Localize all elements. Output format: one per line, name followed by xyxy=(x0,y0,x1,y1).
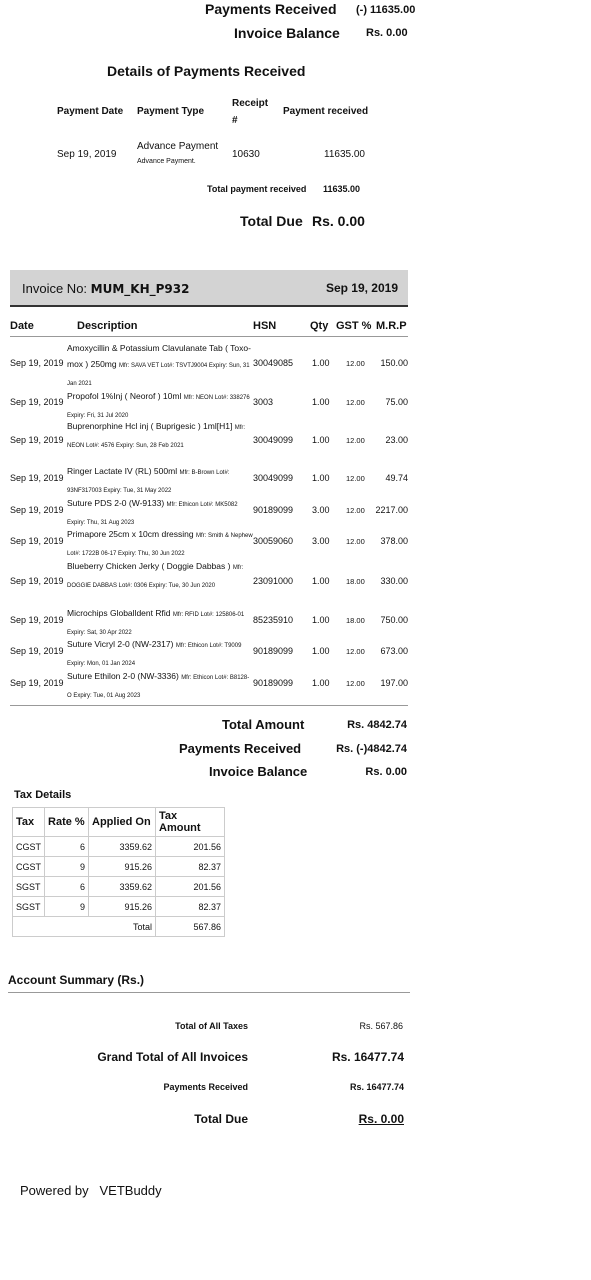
item-description xyxy=(67,463,253,499)
tax-col-tax: Tax xyxy=(13,808,45,837)
item-qty: 3.00 xyxy=(312,505,330,515)
item-name: Suture Ethilon 2-0 (NW-3336) xyxy=(67,671,179,681)
item-qty: 1.00 xyxy=(312,615,330,625)
item-name: Propofol 1%Inj ( Neorof ) 10ml xyxy=(67,391,182,401)
tax-col-applied-on: Applied On xyxy=(89,808,156,837)
item-date: Sep 19, 2019 xyxy=(10,505,64,515)
item-qty: 1.00 xyxy=(312,397,330,407)
tax-applied-on: 915.26 xyxy=(89,897,156,917)
summary-payments-value: Rs. 16477.74 xyxy=(349,1082,404,1092)
summary-total-due-label: Total Due xyxy=(194,1112,248,1126)
tax-col-amount: Tax Amount xyxy=(156,808,225,837)
item-hsn: 3003 xyxy=(253,397,274,407)
invoice-item-row xyxy=(10,605,410,636)
invoice-balance-label: Invoice Balance xyxy=(234,25,340,41)
col-payment-date: Payment Date xyxy=(57,106,124,117)
summary-payments-label: Payments Received xyxy=(163,1082,248,1092)
payment-date: Sep 19, 2019 xyxy=(57,149,117,160)
item-name: Buprenorphine Hcl inj ( Bupriges​ic ) 1ml[H1] xyxy=(67,421,233,431)
invoice-item-row xyxy=(10,558,410,605)
item-gst: 12.00 xyxy=(346,436,365,445)
payments-received-label: Payments Received xyxy=(205,1,337,17)
item-mrp: 673.00 xyxy=(380,646,408,656)
item-meta: Mfr: Ethicon Lot#: T9009 Expiry: Mon, 01 Jan 2024 xyxy=(67,643,242,667)
total-payment-received-value: 11635.00 xyxy=(323,184,361,194)
item-description xyxy=(67,558,253,594)
tax-row xyxy=(13,877,225,897)
tax-header-row xyxy=(13,808,225,837)
item-description xyxy=(67,418,253,454)
total-amount-value: Rs. 4842.74 xyxy=(347,719,407,731)
item-hsn: 23091000 xyxy=(253,576,294,586)
tax-amount: 82.37 xyxy=(156,857,225,877)
item-hsn: 90189099 xyxy=(253,678,294,688)
invoice-number-label: Invoice No: xyxy=(22,281,91,296)
item-description xyxy=(67,668,253,704)
item-gst: 12.00 xyxy=(346,537,365,546)
tax-row xyxy=(13,857,225,877)
tax-rate: 9 xyxy=(45,857,89,877)
tax-applied-on: 3359.62 xyxy=(89,837,156,857)
item-name: Microchips Globalldent Rfid xyxy=(67,608,171,618)
item-meta: Mfr: DOGGIE DABBAS Lot#: 0306 Expiry: Tue, 30 Jun 2020 xyxy=(67,565,244,589)
item-hsn: 90189099 xyxy=(253,646,294,656)
account-summary-divider xyxy=(8,992,410,993)
payment-type: Advance Payment xyxy=(137,141,219,152)
col-description: Description xyxy=(77,320,138,332)
item-hsn: 30049099 xyxy=(253,473,294,483)
total-amount-label: Total Amount xyxy=(222,717,305,732)
powered-by xyxy=(20,1183,162,1198)
tax-rate: 6 xyxy=(45,877,89,897)
item-meta: Mfr: NEON Lot#: 4576 Expiry: Sun, 28 Feb 2021 xyxy=(67,425,246,449)
payments-details-title: Details of Payments Received xyxy=(107,63,306,79)
tax-amount: 201.56 xyxy=(156,837,225,857)
item-qty: 3.00 xyxy=(312,536,330,546)
item-name: Amoxycillin & Potassium Clavulanate Tab ( Toxo-mox ) 250mg xyxy=(67,343,251,369)
tax-row xyxy=(13,837,225,857)
item-hsn: 30049099 xyxy=(253,435,294,445)
item-mrp: 2217.00 xyxy=(375,505,408,515)
invoice-item-row xyxy=(10,340,410,388)
tax-amount: 201.56 xyxy=(156,877,225,897)
tax-details-title: Tax Details xyxy=(14,789,72,801)
item-mrp: 23.00 xyxy=(385,435,408,445)
item-meta: Mfr: B-Brown Lot#: 93NF317003 Expiry: Tue, 31 May 2022 xyxy=(67,470,230,494)
item-date: Sep 19, 2019 xyxy=(10,615,64,625)
item-meta: Mfr: Ethicon Lot#: B8128-O Expiry: Tue, 01 Aug 2023 xyxy=(67,675,250,699)
item-date: Sep 19, 2019 xyxy=(10,678,64,688)
item-date: Sep 19, 2019 xyxy=(10,435,64,445)
item-meta: Mfr: SAVA VET Lot#: TSVTJ9004 Expiry: Sun, 31 Jan 2021 xyxy=(67,363,250,387)
item-mrp: 378.00 xyxy=(380,536,408,546)
tax-table xyxy=(12,807,225,937)
total-payment-received-label: Total payment received xyxy=(207,184,307,194)
invoice-balance-value-2: Rs. 0.00 xyxy=(365,766,407,778)
col-payment-type: Payment Type xyxy=(137,106,205,117)
item-mrp: 49.74 xyxy=(385,473,408,483)
summary-total-due-value: Rs. 0.00 xyxy=(358,1112,404,1126)
invoice-number-value: MUM_KH_P932 xyxy=(90,282,190,296)
item-mrp: 330.00 xyxy=(380,576,408,586)
invoice-balance-label-2: Invoice Balance xyxy=(209,764,308,779)
item-description xyxy=(67,526,253,562)
item-meta: Mfr: NEON Lot#: 338276 Expiry: Fri, 31 Jul 2020 xyxy=(67,395,250,419)
item-date: Sep 19, 2019 xyxy=(10,646,64,656)
tax-applied-on: 915.26 xyxy=(89,857,156,877)
tax-amount: 82.37 xyxy=(156,897,225,917)
tax-rate: 9 xyxy=(45,897,89,917)
payments-received-value: (-) 11635.00 xyxy=(356,4,416,16)
col-receipt: Receipt xyxy=(232,98,269,109)
item-hsn: 30059060 xyxy=(253,536,294,546)
tax-name: SGST xyxy=(13,897,45,917)
item-date: Sep 19, 2019 xyxy=(10,358,64,368)
invoice-item-row xyxy=(10,495,410,526)
invoice-date: Sep 19, 2019 xyxy=(325,281,398,295)
item-name: Blueberry Chicken Jerky ( Doggie Dabbas ) xyxy=(67,561,231,571)
total-taxes-value: Rs. 567.86 xyxy=(359,1021,403,1031)
item-name: Ringer Lactate IV (RL) 500ml xyxy=(67,466,178,476)
total-due-value: Rs. 0.00 xyxy=(312,213,365,229)
item-description xyxy=(67,636,253,672)
tax-body xyxy=(13,837,225,937)
item-qty: 1.00 xyxy=(312,678,330,688)
item-date: Sep 19, 2019 xyxy=(10,536,64,546)
payment-amount: 11635.00 xyxy=(324,149,365,160)
powered-by-brand[interactable]: VETBuddy xyxy=(99,1183,162,1198)
invoice-payments-received-label: Payments Received xyxy=(179,741,302,756)
item-name: Primapore 25cm x 10cm dressing xyxy=(67,529,194,539)
payment-receipt: 10630 xyxy=(232,149,260,160)
item-gst: 12.00 xyxy=(346,647,365,656)
tax-total-value: 567.86 xyxy=(156,917,225,937)
invoice-item-row xyxy=(10,636,410,668)
item-mrp: 197.00 xyxy=(380,678,408,688)
item-gst: 18.00 xyxy=(346,616,365,625)
col-date: Date xyxy=(10,320,34,332)
item-date: Sep 19, 2019 xyxy=(10,397,64,407)
invoice-item-row xyxy=(10,388,410,418)
col-payment-received: Payment received xyxy=(283,106,369,117)
item-gst: 12.00 xyxy=(346,679,365,688)
invoice-item-row xyxy=(10,418,410,463)
header-divider xyxy=(10,336,408,337)
item-meta: Mfr: RFID Lot#: 125806-01 Expiry: Sat, 30 Apr 2022 xyxy=(67,612,245,636)
tax-row xyxy=(13,897,225,917)
tax-name: CGST xyxy=(13,857,45,877)
total-due-label: Total Due xyxy=(240,213,303,229)
item-gst: 12.00 xyxy=(346,506,365,515)
tax-applied-on: 3359.62 xyxy=(89,877,156,897)
item-qty: 1.00 xyxy=(312,358,330,368)
total-taxes-label: Total of All Taxes xyxy=(175,1021,248,1031)
invoice-item-row xyxy=(10,463,410,495)
item-mrp: 75.00 xyxy=(385,397,408,407)
tax-col-rate: Rate % xyxy=(45,808,89,837)
items-divider xyxy=(10,705,408,706)
item-meta: Mfr: Ethicon Lot#: MK5082 Expiry: Thu, 31 Aug 2023 xyxy=(67,502,238,526)
invoice-header-bar xyxy=(10,270,408,307)
item-description xyxy=(67,340,253,392)
item-hsn: 85235910 xyxy=(253,615,294,625)
col-qty: Qty xyxy=(310,320,329,332)
item-hsn: 30049085 xyxy=(253,358,294,368)
item-name: Suture PDS 2-0 (W-9133) xyxy=(67,498,165,508)
item-qty: 1.00 xyxy=(312,435,330,445)
item-name: Suture Vicryl 2-0 (NW-2317) xyxy=(67,639,174,649)
item-qty: 1.00 xyxy=(312,576,330,586)
item-meta: Mfr: Smith & Nephew Lot#: 1722B 06-17 Expiry: Thu, 30 Jun 2022 xyxy=(67,533,253,557)
item-gst: 18.00 xyxy=(346,577,365,586)
item-hsn: 90189099 xyxy=(253,505,294,515)
invoice-payments-received-value: Rs. (-)4842.74 xyxy=(336,743,407,755)
account-summary-title: Account Summary (Rs.) xyxy=(8,973,145,987)
invoice-balance-value: Rs. 0.00 xyxy=(366,27,408,39)
col-receipt-hash: # xyxy=(232,115,238,126)
tax-total-label: Total xyxy=(13,917,156,937)
item-gst: 12.00 xyxy=(346,398,365,407)
item-gst: 12.00 xyxy=(346,474,365,483)
grand-total-value: Rs. 16477.74 xyxy=(331,1050,404,1064)
tax-name: SGST xyxy=(13,877,45,897)
col-hsn: HSN xyxy=(253,320,277,332)
col-mrp: M.R.P xyxy=(376,320,407,332)
item-qty: 1.00 xyxy=(312,473,330,483)
item-qty: 1.00 xyxy=(312,646,330,656)
item-gst: 12.00 xyxy=(346,359,365,368)
tax-rate: 6 xyxy=(45,837,89,857)
item-date: Sep 19, 2019 xyxy=(10,576,64,586)
invoice-number xyxy=(22,281,189,296)
tax-name: CGST xyxy=(13,837,45,857)
payment-type-note: Advance Payment. xyxy=(137,158,196,165)
tax-total-row xyxy=(13,917,225,937)
invoice-item-row xyxy=(10,526,410,558)
grand-total-label: Grand Total of All Invoices xyxy=(97,1050,248,1064)
item-mrp: 750.00 xyxy=(380,615,408,625)
item-mrp: 150.00 xyxy=(380,358,408,368)
powered-by-text: Powered by xyxy=(20,1183,89,1198)
col-gst: GST % xyxy=(336,320,372,332)
item-date: Sep 19, 2019 xyxy=(10,473,64,483)
invoice-item-row xyxy=(10,668,410,700)
